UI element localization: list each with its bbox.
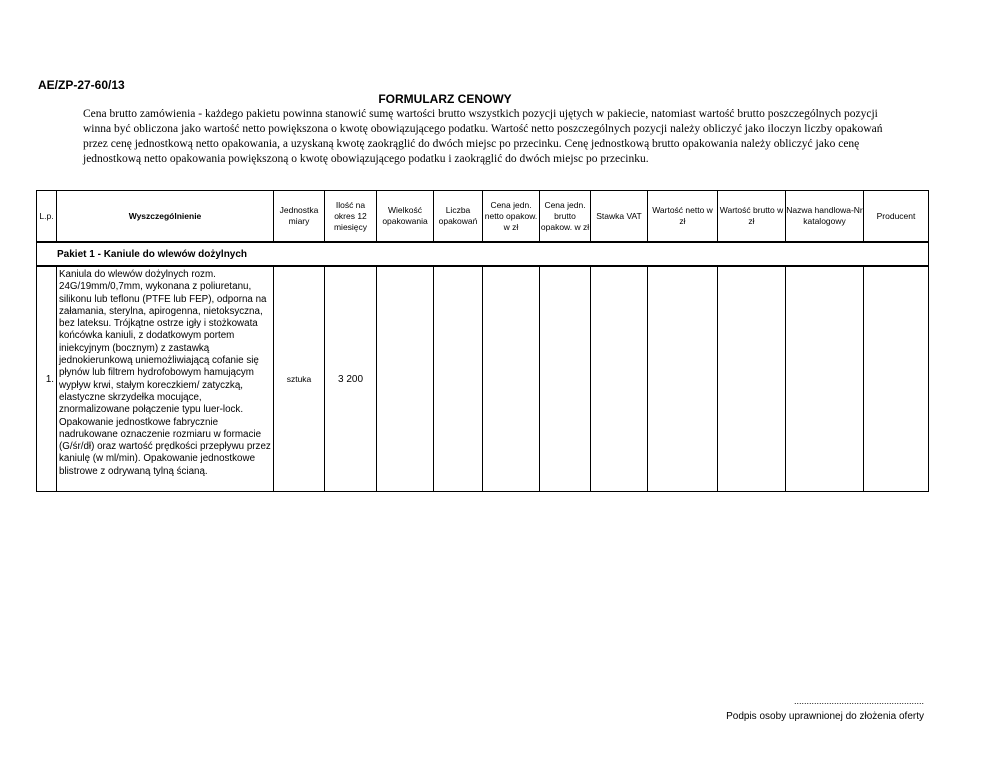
signature-line: .................................................... — [793, 696, 924, 706]
page-title: FORMULARZ CENOWY — [378, 92, 512, 106]
document-reference: AE/ZP-27-60/13 — [38, 78, 125, 92]
row-lp: 1. — [37, 266, 57, 492]
header-lp: L.p. — [37, 191, 57, 243]
table-header-row — [37, 191, 929, 243]
package-title: Pakiet 1 - Kaniule do wlewów dożylnych — [37, 242, 929, 266]
row-trade-name[interactable] — [786, 266, 864, 492]
row-pack-count[interactable] — [434, 266, 483, 492]
row-net-value[interactable] — [648, 266, 718, 492]
row-gross-value[interactable] — [718, 266, 786, 492]
header-pack-count: Liczba opakowań — [434, 191, 483, 243]
row-vat[interactable] — [591, 266, 648, 492]
header-trade-name: Nazwa handlowa-Nr katalogowy — [786, 191, 864, 243]
row-description: Kaniula do wlewów dożylnych rozm. 24G/19mm/0,7mm, wykonana z poliuretanu, silikonu lub teflonu (PTFE lub FEP), odporna na załamania, sterylna, apirogenna, nietoksyczna, bez lateksu. Trójkątne ostrze igły i stożkowata końcówka kaniuli, z dodatkowym portem iniekcyjnym (bocznym) z zastawką jednokierunkową uniemożliwiającą cofanie się płynów lub filtrem hydrofobowym hamującym wypływ krwi, stałym koreczkiem/ zatyczką, elastyczne skrzydełka mocujące, znormalizowane połączenie typu luer-lock. Opakowanie jednostkowe fabrycznie nadrukowane oznaczenie rozmiaru w formacie (G/śr/dł) oraz wartość prędkości przepływu przez kaniulę (w ml/min). Opakowanie jednostkowe blistrowe z odrywaną tylną ścianą. — [57, 266, 274, 492]
row-producer[interactable] — [864, 266, 929, 492]
signature-label: Podpis osoby uprawnionej do złożenia oferty — [726, 711, 924, 722]
row-unit: sztuka — [274, 266, 325, 492]
header-description: Wyszczególnienie — [57, 191, 274, 243]
row-gross-price[interactable] — [540, 266, 591, 492]
header-quantity: Ilość na okres 12 miesięcy — [325, 191, 377, 243]
header-gross-value: Wartość brutto w zł — [718, 191, 786, 243]
price-table — [36, 190, 929, 492]
header-pack-size: Wielkość opakowania — [377, 191, 434, 243]
row-pack-size[interactable] — [377, 266, 434, 492]
header-net-value: Wartość netto w zł — [648, 191, 718, 243]
header-gross-price: Cena jedn. brutto opakow. w zł — [540, 191, 591, 243]
instructions-paragraph: Cena brutto zamówienia - każdego pakietu powinna stanowić sumę wartości brutto wszystkich pozycji ujętych w pakiecie, natomiast wartość brutto poszczególnych pozycji winna być obliczona jako wartość netto powiększona o kwotę obowiązującego podatku. Wartość netto poszczególnych pozycji należy obliczyć jako iloczyn liczby opakowań przez cenę jednostkową netto opakowania, a uzyskaną kwotę zaokrąglić do dwóch miejsc po przecinku. Cenę jednostkową brutto opakowania należy obliczyć jako cenę jednostkową netto opakowania powiększoną o kwotę obowiązującego podatku i zaokrąglić do dwóch miejsc po przecinku. — [83, 108, 883, 165]
header-vat: Stawka VAT — [591, 191, 648, 243]
row-net-price[interactable] — [483, 266, 540, 492]
row-quantity: 3 200 — [325, 266, 377, 492]
package-row — [37, 242, 929, 266]
header-producer: Producent — [864, 191, 929, 243]
table-row — [37, 266, 929, 492]
header-net-price: Cena jedn. netto opakow. w zł — [483, 191, 540, 243]
header-unit: Jednostka miary — [274, 191, 325, 243]
